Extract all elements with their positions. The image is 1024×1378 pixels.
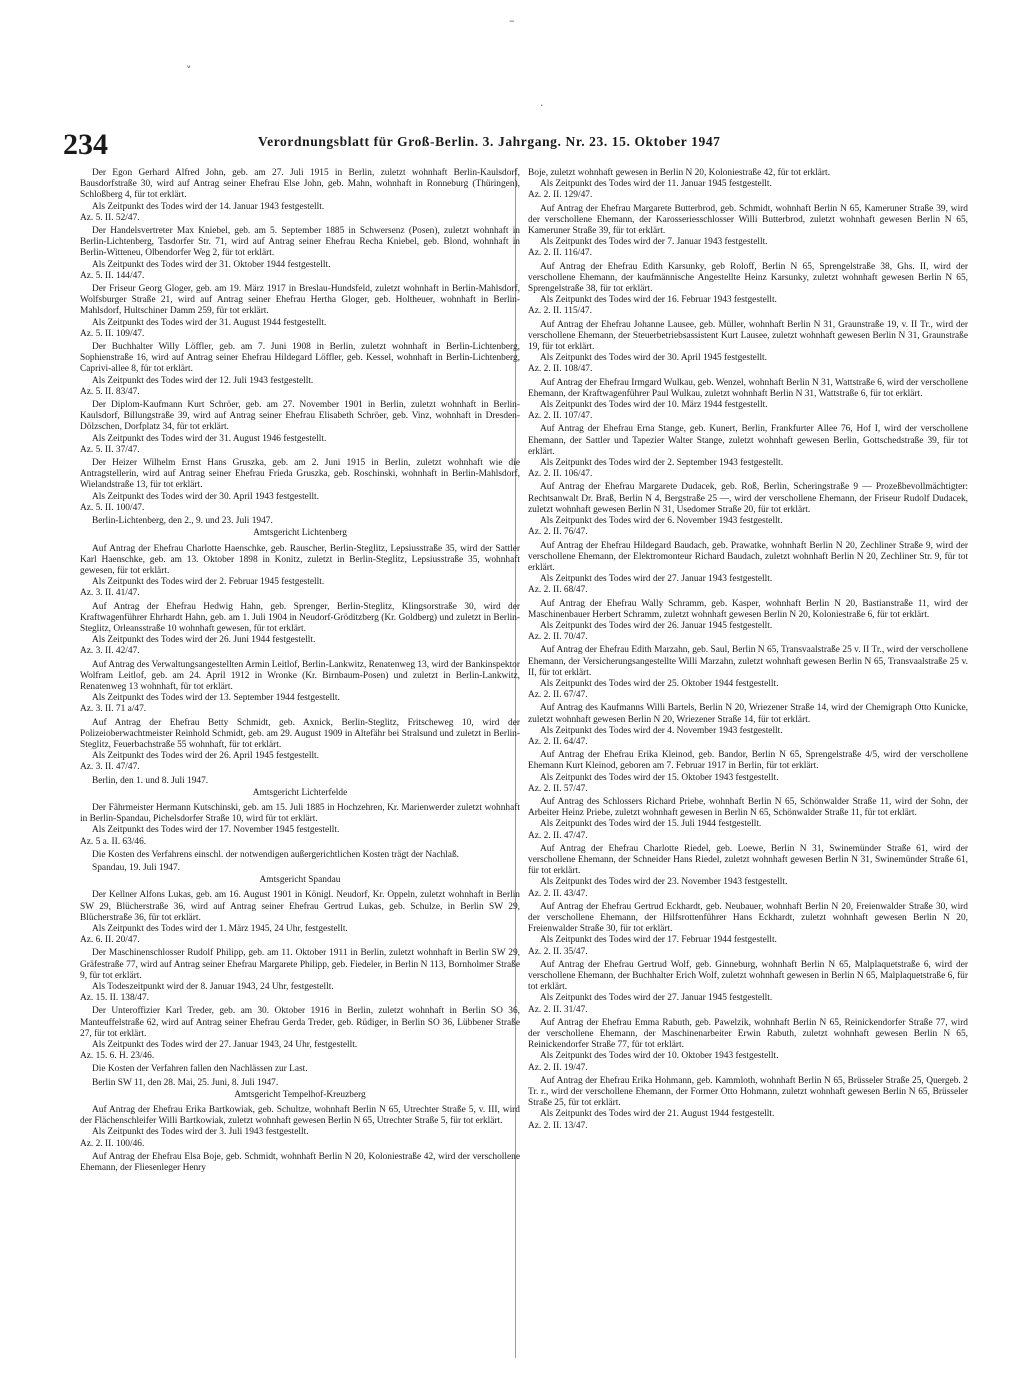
court-name: Amtsgericht Lichtenberg	[253, 528, 347, 539]
notice-text: Auf Antrag der Ehefrau Betty Schmidt, geb. Axnick, Berlin-Steglitz, Fritscheweg 10, wird der Polizeioberwachtmeister Reinhold Schmidt, geb. am 29. August 1909 in Altefähr bei Stralsund und zuletzt in Berlin-Steglitz, Feuerbachstraße 55 wohnhaft, für tot erklärt.	[80, 717, 520, 750]
notice-death-date: Als Zeitpunkt des Todes wird der 23. November 1943 festgestellt.	[540, 877, 788, 888]
notice-reference: Az. 3. II. 71 a/47.	[80, 704, 147, 715]
notice-reference: Az. 2. II. 64/47.	[528, 736, 588, 747]
notice-text: Auf Antrag des Kaufmanns Willi Bartels, Berlin N 20, Wriezener Straße 14, wird der Chemigraph Otto Kunicke, zuletzt wohnhaft gewesen Berlin N 20, Wriezener Straße 14, für tot erklärt.	[528, 703, 968, 725]
notice-entry	[528, 750, 968, 795]
notice-death-date: Als Zeitpunkt des Todes wird der 3. Juli 1943 festgestellt.	[92, 1127, 309, 1138]
notice-death-date: Als Zeitpunkt des Todes wird der 17. November 1945 festgestellt.	[92, 825, 340, 836]
notice-death-date: Als Zeitpunkt des Todes wird der 31. August 1946 festgestellt.	[92, 433, 327, 444]
notice-reference: Az. 3. II. 41/47.	[80, 588, 140, 599]
notice-reference: Az. 2. II. 107/47.	[528, 411, 593, 422]
page-number: 234	[63, 128, 108, 161]
notice-reference: Az. 2. II. 47/47.	[528, 830, 588, 841]
notice-reference: Az. 5. II. 37/47.	[80, 444, 140, 455]
notice-death-date: Als Zeitpunkt des Todes wird der 1. März 1945, 24 Uhr, festgestellt.	[92, 924, 348, 934]
notice-reference: Az. 2. II. 76/47.	[528, 527, 588, 538]
notice-entry	[528, 902, 968, 958]
notice-death-date: Als Zeitpunkt des Todes wird der 31. Oktober 1944 festgestellt.	[92, 259, 331, 270]
notice-reference: Az. 2. II. 70/47.	[528, 632, 588, 643]
notice-entry	[528, 703, 968, 748]
notice-reference: Az. 6. II. 20/47.	[80, 935, 140, 946]
notice-death-date: Als Zeitpunkt des Todes wird der 30. April 1943 festgestellt.	[92, 491, 320, 502]
notice-text: Der Maschinenschlosser Rudolf Philipp, geb. am 11. Oktober 1911 in Berlin, zuletzt wohnhaft in Berlin SW 29, Gräfestraße 77, wird auf Antrag seiner Ehefrau Margarete Philipp, geb. Fiedeler, in Berlin N 113, Bornholmer Straße 9, für tot erklärt.	[80, 948, 520, 981]
left-column	[80, 168, 520, 1176]
scan-mark: .	[540, 96, 544, 109]
notice-entry	[528, 262, 968, 318]
notice-death-date: Als Zeitpunkt des Todes wird der 26. Juni 1944 festgestellt.	[92, 635, 316, 646]
notice-text: Auf Antrag der Ehefrau Margarete Dudacek, geb. Roß, Berlin, Scheringstraße 9 — Prozeßbevollmächtigter: Rechtsanwalt Dr. Braß, Berlin N 4, Bergstraße 25 —, wird der verschollene Ehemann, der Friseur Rudolf Dudacek, zuletzt wohnhaft gewesen Berlin N 31, Usedomer Straße 20, für tot erklärt.	[528, 482, 968, 515]
notice-death-date: Als Zeitpunkt des Todes wird der 27. Januar 1945 festgestellt.	[540, 993, 773, 1004]
notice-reference: Az. 15. II. 138/47.	[80, 993, 149, 1004]
notice-text: Auf Antrag der Ehefrau Erika Hohmann, geb. Kammloth, wohnhaft Berlin N 65, Brüsseler Straße 25, Quergeb. 2 Tr. r., wird der verschollene Ehemann, der Former Otto Hohmann, zuletzt wohnhaft gewesen Berlin N 65, Brüsseler Straße 25, für tot erklärt.	[528, 1075, 968, 1109]
notice-text: Auf Antrag der Ehefrau Elsa Boje, geb. Schmidt, wohnhaft Berlin N 20, Koloniestraße 42, wird der verschollene Ehemann, der Fliesenleger Henry	[80, 1151, 520, 1174]
notice-entry	[80, 1006, 520, 1062]
notice-text: Auf Antrag der Ehefrau Erika Kleinod, geb. Bandor, Berlin N 65, Sprengelstraße 4/5, wird der verschollene Ehemann Kurt Kleinod, geboren am 7. Februar 1917 in Berlin, für tot erklärt.	[528, 750, 968, 772]
notice-entry	[528, 599, 968, 644]
notice-entry	[528, 797, 968, 842]
place-date-line: Berlin-Lichtenberg, den 2., 9. und 23. Juli 1947.	[92, 516, 273, 527]
notice-death-date: Als Zeitpunkt des Todes wird der 6. November 1943 festgestellt.	[540, 516, 783, 527]
notice-text: Boje, zuletzt wohnhaft gewesen in Berlin N 20, Koloniestraße 42, für tot erklärt.	[528, 168, 831, 178]
notice-text: Der Buchhalter Willy Löffler, geb. am 7. Juni 1908 in Berlin, zuletzt wohnhaft in Berlin-Lichtenberg, Sophienstraße 16, wird auf Antrag seiner Ehefrau Hildegard Löffler, geb. Kessel, wohnhaft in Berlin-Lichtenberg, Caprivi-allee 8, für tot erklärt.	[80, 342, 520, 375]
notice-text: Auf Antrag der Ehefrau Gertrud Wolf, geb. Ginneburg, wohnhaft Berlin N 65, Malplaquetstraße 6, wird der verschollene Ehemann, der Buchhalter Erich Wolf, zuletzt wohnhaft gewesen in Berlin N 65, Malplaquetstraße 6, für tot erklärt.	[528, 959, 968, 993]
notice-text: Auf Antrag der Ehefrau Wally Schramm, geb. Kasper, wohnhaft Berlin N 20, Bastianstraße 11, wird der Maschinenbauer Herbert Schramm, zuletzt wohnhaft gewesen Berlin N 20, Koloniestraße 6, für tot erklärt.	[528, 598, 968, 620]
notice-reference: Az. 15. 6. H. 23/46.	[80, 1051, 155, 1062]
notice-reference: Az. 3. II. 47/47.	[80, 762, 140, 773]
notice-entry	[528, 424, 968, 480]
notice-text: Der Diplom-Kaufmann Kurt Schröer, geb. am 27. November 1901 in Berlin, zuletzt wohnhaft in Berlin-Kaulsdorf, Billungstraße 39, wird auf Antrag seiner Ehefrau Elisabeth Schröer, geb. Vinz, wohnhaft in Dresden-Dölzschen, Dorfplatz 34, für tot erklärt.	[80, 400, 520, 433]
notice-reference: Az. 2. II. 67/47.	[528, 690, 588, 701]
notice-reference: Az. 2. II. 116/47.	[528, 248, 592, 259]
notice-entry	[80, 458, 520, 514]
notice-death-date: Als Zeitpunkt des Todes wird der 26. April 1945 festgestellt.	[92, 751, 320, 762]
notice-entry	[528, 645, 968, 701]
notice-reference: Az. 2. II. 115/47.	[528, 306, 592, 317]
notice-death-date: Als Zeitpunkt des Todes wird der 15. Oktober 1943 festgestellt.	[540, 772, 779, 783]
notice-entry	[80, 284, 520, 340]
notice-text: Der Handelsvertreter Max Kniebel, geb. am 5. September 1885 in Schwersenz (Posen), zuletzt wohnhaft in Berlin-Lichtenberg, Tasdorfer Str. 71, wird auf Antrag seiner Ehefrau Recha Kniebel, geb. Blond, wohnhaft in Berlin-Witteneu, Olbendorfer Weg 2, für tot erklärt.	[80, 226, 520, 259]
notice-death-date: Als Zeitpunkt des Todes wird der 26. Januar 1945 festgestellt.	[540, 620, 773, 631]
place-date-line: Spandau, 19. Juli 1947.	[92, 862, 181, 873]
notice-reference: Az. 5. II. 83/47.	[80, 386, 140, 397]
notice-death-date: Als Zeitpunkt des Todes wird der 27. Januar 1943, 24 Uhr, festgestellt.	[92, 1040, 358, 1051]
notice-entry	[80, 1105, 520, 1150]
notice-entry	[528, 482, 968, 538]
notice-reference: Az. 2. II. 100/46.	[80, 1138, 145, 1149]
notice-death-date: Als Zeitpunkt des Todes wird der 30. April 1945 festgestellt.	[540, 353, 768, 364]
court-name: Amtsgericht Spandau	[259, 875, 341, 886]
notice-text: Der Heizer Wilhelm Ernst Hans Gruszka, geb. am 2. Juni 1915 in Berlin, zuletzt wohnhaft wie die Antragstellerin, wird auf Antrag seiner Ehefrau Frieda Gruszka, geb. Roschinski, wohnhaft in Berlin-Mahlsdorf, Wielandstraße 13, für tot erklärt.	[80, 458, 520, 491]
notice-entry	[528, 1076, 968, 1132]
notice-reference: Az. 2. II. 68/47.	[528, 585, 588, 596]
notice-text: Auf Antrag der Ehefrau Edith Marzahn, geb. Saul, Berlin N 65, Transvaalstraße 25 v. II Tr., wird der verschollene Ehemann, der Versicherungsangestellte Willi Marzahn, zuletzt wohnhaft gewesen Berlin N 65, Transvaalstraße 25 v. II, für tot erklärt.	[528, 645, 968, 678]
notice-entry	[80, 718, 520, 774]
notice-entry	[80, 602, 520, 658]
notice-entry	[528, 204, 968, 260]
notice-entry	[528, 320, 968, 376]
notice-entry	[80, 342, 520, 398]
court-name: Amtsgericht Tempelhof-Kreuzberg	[234, 1089, 366, 1100]
notice-death-date: Als Zeitpunkt des Todes wird der 31. August 1944 festgestellt.	[92, 317, 327, 328]
notice-reference: Az. 3. II. 42/47.	[80, 646, 140, 657]
notice-reference: Az. 5. II. 109/47.	[80, 328, 145, 339]
right-column	[528, 168, 968, 1134]
notice-reference: Az. 5. II. 144/47.	[80, 270, 145, 281]
notice-reference: Az. 2. II. 31/47.	[528, 1004, 588, 1015]
notice-text: Der Unteroffizier Karl Treder, geb. am 30. Oktober 1916 in Berlin, zuletzt wohnhaft in Berlin SO 36, Manteuffelstraße 62, wird auf Antrag seiner Ehefrau Gerda Treder, geb. Rüdiger, in Berlin SO 36, Lübbener Straße 27, für tot erklärt.	[80, 1006, 520, 1039]
notice-reference: Az. 2. II. 43/47.	[528, 888, 588, 899]
notice-text: Auf Antrag der Ehefrau Gertrud Eckhardt, geb. Neubauer, wohnhaft Berlin N 20, Freienwalder Straße 30, wird der verschollene Ehemann, der Hilfsrottenführer Hans Eckhardt, zuletzt wohnhaft gewesen Berlin N 20, Freienwalder Straße 30, für tot erklärt.	[528, 901, 968, 935]
masthead: Verordnungsblatt für Groß-Berlin. 3. Jahrgang. Nr. 23. 15. Oktober 1947	[258, 134, 721, 149]
court-name: Amtsgericht Lichterfelde	[252, 787, 348, 798]
notice-reference: Az. 2. II. 19/47.	[528, 1062, 588, 1073]
notice-reference: Az. 2. II. 35/47.	[528, 946, 588, 957]
notice-death-date: Als Zeitpunkt des Todes wird der 4. November 1943 festgestellt.	[540, 725, 783, 736]
notice-entry	[80, 226, 520, 282]
notice-text: Auf Antrag der Ehefrau Charlotte Haenschke, geb. Rauscher, Berlin-Steglitz, Lepsiusstraße 35, wird der Sattler Karl Haenschke, geb. am 13. Oktober 1898 in Konitz, zuletzt in Berlin-Steglitz, Lepsiusstraße 35, wohnhaft gewesen, für tot erklärt.	[80, 543, 520, 576]
notice-entry	[80, 1152, 520, 1174]
notice-entry	[80, 948, 520, 1004]
notice-death-date: Als Zeitpunkt des Todes wird der 27. Januar 1943 festgestellt.	[540, 574, 773, 585]
notice-reference: Az. 2. II. 108/47.	[528, 364, 593, 375]
notice-text: Der Friseur Georg Gloger, geb. am 19. März 1917 in Breslau-Hundsfeld, zuletzt wohnhaft in Berlin-Mahlsdorf, Wolfsburger Straße 21, wird auf Antrag seiner Ehefrau Hertha Gloger, geb. Holtheuer, wohnhaft in Berlin-Mahlsdorf, Hultschiner Damm 259, für tot erklärt.	[80, 284, 520, 317]
notice-entry	[528, 960, 968, 1016]
notice-death-date: Als Zeitpunkt des Todes wird der 21. August 1944 festgestellt.	[540, 1109, 775, 1120]
scan-mark: ˅	[186, 64, 192, 77]
notice-text: Auf Antrag der Ehefrau Hildegard Baudach, geb. Prawatke, wohnhaft Berlin N 20, Zechliner Straße 9, wird der verschollene Ehemann, der Elektromonteur Richard Baudach, zuletzt wohnhaft Berlin N 20, Zechliner Str. 9, für tot erklärt.	[528, 540, 968, 573]
notice-death-date: Als Zeitpunkt des Todes wird der 13. September 1944 festgestellt.	[92, 693, 340, 704]
notice-text: Der Kellner Alfons Lukas, geb. am 16. August 1901 in Königl. Neudorf, Kr. Oppeln, zuletzt wohnhaft in Berlin SW 29, Blücherstraße 36, wird auf Antrag seiner Ehefrau Gertrud Lukas, geb. Schulze, in Berlin SW 29, Blücherstraße 36, für tot erklärt.	[80, 890, 520, 923]
notice-reference: Az. 2. II. 106/47.	[528, 469, 593, 480]
notice-death-date: Als Todeszeitpunkt wird der 8. Januar 1943, 24 Uhr, festgestellt.	[92, 982, 334, 993]
notice-death-date: Als Zeitpunkt des Todes wird der 10. März 1944 festgestellt.	[540, 400, 768, 411]
notice-text: Auf Antrag der Ehefrau Erika Bartkowiak, geb. Schultze, wohnhaft Berlin N 65, Utrechter Straße 5, v. III, wird der Flächenschleifer Willi Bartkowiak, zuletzt wohnhaft gewesen Berlin N 65, Utrechter Straße 5, für tot erklärt.	[80, 1105, 520, 1127]
notice-text: Auf Antrag der Ehefrau Johanne Lausee, geb. Müller, wohnhaft Berlin N 31, Graunstraße 19, v. II Tr., wird der verschollene Ehemann, der Steuerbetriebsassistent Kurt Lausee, zuletzt wohnhaft gewesen Berlin N 31, Graunstraße 19, für tot erklärt.	[528, 319, 968, 353]
notice-entry	[80, 168, 520, 224]
notice-entry	[80, 890, 520, 946]
notice-entry	[528, 844, 968, 900]
notice-death-date: Als Zeitpunkt des Todes wird der 10. Oktober 1943 festgestellt.	[540, 1051, 779, 1062]
notice-reference: Az. 2. II. 57/47.	[528, 783, 588, 794]
notice-text: Auf Antrag des Schlossers Richard Priebe, wohnhaft Berlin N 65, Schönwalder Straße 11, wird der Sohn, der Arbeiter Heinz Priebe, zuletzt wohnhaft gewesen in Berlin N 65, Schönwalder Straße 11, für tot erklärt.	[528, 796, 968, 819]
notice-text: Auf Antrag des Verwaltungsangestellten Armin Leitlof, Berlin-Lankwitz, Renatenweg 13, wird der Bankinspektor Wolfram Leitlof, geb. am 24. April 1912 in Wronke (Kr. Birnbaum-Posen) und zuletzt in Berlin-Lankwitz, Renatenweg 13 wohnhaft, für tot erklärt.	[80, 659, 520, 692]
notice-reference: Az. 5. II. 100/47.	[80, 502, 145, 513]
notice-entry	[528, 1018, 968, 1074]
notice-text: Auf Antrag der Ehefrau Irmgard Wulkau, geb. Wenzel, wohnhaft Berlin N 31, Wattstraße 6, wird der verschollene Ehemann, der Kraftwagenführer Paul Wulkau, zuletzt wohnhaft Berlin N 31, Wattstraße 6, für tot erklärt.	[528, 377, 968, 399]
cost-note: Die Kosten der Verfahren fallen den Nachlässen zur Last.	[92, 1064, 308, 1075]
notice-reference: Az. 5 a. II. 63/46.	[80, 836, 147, 847]
notice-entry	[80, 660, 520, 716]
notice-text: Auf Antrag der Ehefrau Margarete Butterbrod, geb. Schmidt, wohnhaft Berlin N 65, Kameruner Straße 39, wird der verschollene Ehemann, der Karosseriesschlosser Willi Butterbrod, zuletzt wohnhaft gewesen Berlin N 65, Kameruner Straße 39, für tot erklärt.	[528, 203, 968, 237]
notice-entry	[80, 400, 520, 456]
notice-death-date: Als Zeitpunkt des Todes wird der 2. Februar 1945 festgestellt.	[92, 577, 325, 588]
notice-reference: Az. 2. II. 13/47.	[528, 1120, 588, 1131]
notice-entry	[528, 168, 968, 202]
notice-reference: Az. 5. II. 52/47.	[80, 212, 140, 223]
notice-entry	[80, 544, 520, 600]
place-date-line: Berlin SW 11, den 28. Mai, 25. Juni, 8. Juli 1947.	[92, 1077, 279, 1088]
notice-text: Auf Antrag der Ehefrau Edith Karsunky, geb Roloff, Berlin N 65, Sprengelstraße 38, Ghs. II, wird der verschollene Ehemann, der kaufmännische Angestellte Heinz Karsunky, zuletzt wohnhaft gewesen Berlin N 65, Sprengelstraße 38, für tot erklärt.	[528, 261, 968, 295]
notice-death-date: Als Zeitpunkt des Todes wird der 2. September 1943 festgestellt.	[540, 458, 784, 469]
notice-death-date: Als Zeitpunkt des Todes wird der 7. Januar 1943 festgestellt.	[540, 237, 768, 248]
notice-death-date: Als Zeitpunkt des Todes wird der 25. Oktober 1944 festgestellt.	[540, 678, 779, 689]
place-date-line: Berlin, den 1. und 8. Juli 1947.	[92, 775, 209, 786]
notice-reference: Az. 2. II. 129/47.	[528, 190, 593, 201]
notice-entry	[528, 541, 968, 597]
notice-text: Auf Antrag der Ehefrau Hedwig Hahn, geb. Sprenger, Berlin-Steglitz, Klingsorstraße 30, wird der Kraftwagenführer Ehrhardt Hahn, geb. am 1. Juli 1904 in Neudorf-Gröditzberg (Kr. Goldberg) und zuletzt in Berlin-Steglitz, Orleansstraße 10 wohnhaft gewesen, für tot erklärt.	[80, 601, 520, 634]
cost-note: Die Kosten des Verfahrens einschl. der notwendigen außergerichtlichen Kosten trägt der Nachlaß.	[92, 849, 459, 860]
notice-entry	[528, 378, 968, 423]
notice-entry	[80, 803, 520, 848]
notice-death-date: Als Zeitpunkt des Todes wird der 11. Januar 1945 festgestellt.	[540, 179, 772, 190]
notice-death-date: Als Zeitpunkt des Todes wird der 16. Februar 1943 festgestellt.	[540, 295, 777, 306]
notice-text: Auf Antrag der Ehefrau Erna Stange, geb. Kunert, Berlin, Frankfurter Allee 76, Hof I, wird der verschollene Ehemann, der Sattler und Tapezier Walter Stange, zuletzt wohnhaft gewesen Berlin, Gottschedstraße 39, für tot erklärt.	[528, 424, 968, 457]
notice-death-date: Als Zeitpunkt des Todes wird der 12. Juli 1943 festgestellt.	[92, 375, 314, 386]
notice-death-date: Als Zeitpunkt des Todes wird der 15. Juli 1944 festgestellt.	[540, 819, 762, 830]
scan-mark: –	[509, 14, 515, 27]
notice-text: Der Egon Gerhard Alfred John, geb. am 27. Juli 1915 in Berlin, zuletzt wohnhaft Berlin-Kaulsdorf, Bausdorfstraße 30, wird auf Antrag seiner Ehefrau Else John, geb. Mahn, wohnhaft in Ronneburg (Thüringen), Schloßberg 4, für tot erklärt.	[80, 168, 520, 201]
notice-death-date: Als Zeitpunkt des Todes wird der 17. Februar 1944 festgestellt.	[540, 935, 777, 946]
notice-text: Auf Antrag der Ehefrau Emma Rabuth, geb. Pawelzik, wohnhaft Berlin N 65, Reinickendorfer Straße 77, wird der verschollene Ehemann, der Maschinenarbeiter Erwin Rabuth, zuletzt wohnhaft gewesen Berlin N 65, Reinickendorfer Straße 77, für tot erklärt.	[528, 1017, 968, 1051]
notice-death-date: Als Zeitpunkt des Todes wird der 14. Januar 1943 festgestellt.	[92, 201, 325, 212]
notice-text: Auf Antrag der Ehefrau Charlotte Riedel, geb. Loewe, Berlin N 31, Swinemünder Straße 61, wird der verschollene Ehemann, der Schneider Hans Riedel, zuletzt wohnhaft gewesen Berlin N 31, Swinemünder Straße 61, für tot erklärt.	[528, 843, 968, 877]
notice-text: Der Fährmeister Hermann Kutschinski, geb. am 15. Juli 1885 in Hochzehren, Kr. Marienwerder zuletzt wohnhaft in Berlin-Spandau, Pichelsdorfer Straße 10, wird für tot erklärt.	[80, 802, 520, 825]
